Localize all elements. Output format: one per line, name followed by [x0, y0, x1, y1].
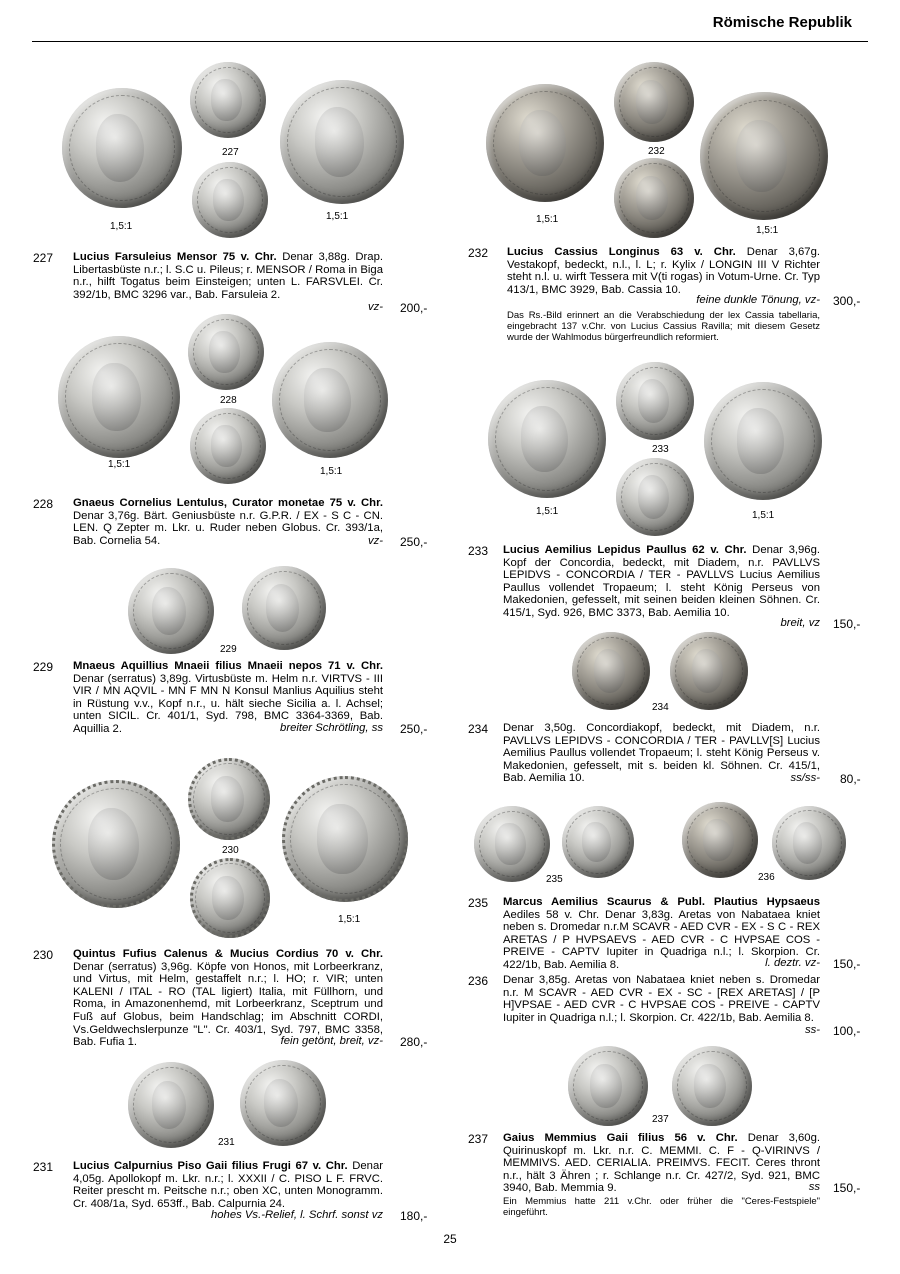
coin-image-232-obverse [614, 62, 694, 142]
lot-description-227 [73, 251, 383, 301]
lot-description-236 [503, 974, 820, 1024]
lot-body-232: Denar 3,67g. Vestakopf, bedeckt, n.l., l. L; r. Kylix / LONGIN III V Richter steht n.l. u. wirft Tessera mit V(ti rogas) in Votum-Urne. Cr. Typ 413/1, BMC 3929, Bab. Cassia 10. [507, 246, 820, 296]
lot-grade-234: ss/ss- [790, 772, 820, 784]
coin-number-label-234: 234 [652, 702, 669, 713]
coin-image-235-reverse [562, 806, 634, 878]
lot-title-237: Gaius Memmius Gaii filius 56 v. Chr. [503, 1132, 738, 1144]
coin-image-227-obverse-large [62, 88, 182, 208]
coin-image-232-reverse [614, 158, 694, 238]
lot-title-230: Quintus Fufius Calenus & Mucius Cordius 70 v. Chr. [73, 948, 383, 960]
lot-price-237: 150,- [833, 1181, 861, 1195]
coin-image-230-obverse-large [52, 780, 180, 908]
coin-number-label-232: 232 [648, 146, 665, 157]
coin-image-229-obverse [128, 568, 214, 654]
lot-price-235: 150,- [833, 957, 861, 971]
scale-label-230-right: 1,5:1 [338, 914, 361, 925]
lot-title-229: Mnaeus Aquillius Mnaeii filius Mnaeii nepos 71 v. Chr. [73, 660, 383, 672]
scale-label-233-left: 1,5:1 [536, 506, 559, 517]
lot-number-230: 230 [33, 948, 54, 962]
coin-image-234-reverse [670, 632, 748, 710]
lot-number-236: 236 [468, 974, 489, 988]
lot-note-232: Das Rs.-Bild erinnert an die Verabschiedung der lex Cassia tabellaria, eingebracht 137 v.Chr. von Lucius Cassius Ravilla; mit diesem Gesetz wurde der Wahlmodus bürgerfreundlich reformiert. [507, 310, 820, 343]
lot-price-227: 200,- [400, 301, 428, 315]
lot-title-228: Gnaeus Cornelius Lentulus, Curator monetae 75 v. Chr. [73, 497, 383, 509]
lot-price-232: 300,- [833, 294, 861, 308]
lot-body-235: Aediles 58 v. Chr. Denar 3,83g. Aretas von Nabataea kniet neben s. Dromedar n.r.M SCAVR - AED CVR - EX - S C - REX ARETAS / P HVPSAEVS - AED CVR - C HVPSAE COS - PREIVE - CAPTV Iupiter in Quadriga n.l.; l. Skorpion. Cr. 422/1b, Bab. Aemilia 8. [503, 908, 820, 971]
coin-image-236-obverse [682, 802, 758, 878]
lot-number-233: 233 [468, 544, 489, 558]
lot-grade-229: breiter Schrötling, ss [280, 722, 383, 734]
lot-body-229: Denar (serratus) 3,89g. Virtusbüste m. Helm n.r. VIRTVS - III VIR / MN AQVIL - MN F MN N Konsul Manlius Aquilius steht in Rüstung v.v., Kopf n.r., u. hält sieche Sicilia a. l. Achsel; unten SICIL. Cr. 401/1, Syd. 798, BMC 3364-3369, Bab. Aquillia 2. [73, 672, 383, 735]
lot-price-229: 250,- [400, 722, 428, 736]
lot-title-232: Lucius Cassius Longinus 63 v. Chr. [507, 246, 736, 258]
coin-image-232-reverse-large [700, 92, 828, 220]
lot-number-228: 228 [33, 497, 54, 511]
lot-number-227: 227 [33, 251, 54, 265]
scale-label-227-left: 1,5:1 [110, 221, 133, 232]
lot-grade-231: hohes Vs.-Relief, l. Schrf. sonst vz [210, 1209, 383, 1221]
lot-description-233 [503, 544, 820, 620]
scale-label-232-right: 1,5:1 [756, 225, 779, 236]
coin-image-227-reverse-large [280, 80, 404, 204]
coin-number-label-233: 233 [652, 444, 669, 455]
scale-label-228-left: 1,5:1 [108, 459, 131, 470]
lot-title-227: Lucius Farsuleius Mensor 75 v. Chr. [73, 251, 277, 263]
lot-number-229: 229 [33, 660, 54, 674]
lot-body-233: Denar 3,96g. Kopf der Concordia, bedeckt, mit Diadem, n.r. PAVLLVS LEPIDVS - CONCORDIA / TER - PAVLLVS Lucius Aemilius Paullus vollendet Tropaeum; l. steht König Perseus von Makedonien, gefesselt, mit seinen beiden kleinen Söhnen. Cr. 415/1, Syd. 926, BMC 3373, Bab. Aemilia 10. [503, 544, 820, 619]
coin-number-label-230: 230 [222, 845, 239, 856]
coin-image-234-obverse [572, 632, 650, 710]
scale-label-233-right: 1,5:1 [752, 510, 775, 521]
scale-label-232-left: 1,5:1 [536, 214, 559, 225]
coin-image-227-obverse [190, 62, 266, 138]
coin-number-label-227: 227 [222, 147, 239, 158]
coin-number-label-236: 236 [758, 872, 775, 883]
lot-description-230 [73, 948, 383, 1049]
coin-number-label-231: 231 [218, 1137, 235, 1148]
coin-image-228-reverse-large [272, 342, 388, 458]
lot-body-236: Denar 3,85g. Aretas von Nabataea kniet neben s. Dromedar n.r. M SCAVR - AED CVR - EX - SC - [REX ARETAS] / [P H]VPSAE - AED CVR - C HVPSAE COS - PREIVE - CAPTV Iupiter in Quadriga n.l.; l. Skorpion. Cr. 422/1b, Bab. Aemilia 8. [503, 974, 820, 1024]
lot-number-232: 232 [468, 246, 489, 260]
coin-image-233-reverse-large [704, 382, 822, 500]
page-number: 25 [443, 1232, 457, 1246]
coin-image-228-reverse [190, 408, 266, 484]
coin-image-232-obverse-large [486, 84, 604, 202]
lot-price-233: 150,- [833, 617, 861, 631]
lot-grade-232: feine dunkle Tönung, vz- [696, 294, 820, 306]
lot-description-232 [507, 246, 820, 296]
lot-body-228: Denar 3,76g. Bärt. Geniusbüste n.r. G.P.R. / EX - S C - CN. LEN. Q Zepter m. Lkr. u. Ruder neben Globus. Cr. 393/1a, Bab. Cornelia 54. [73, 509, 383, 547]
lot-grade-233: breit, vz [780, 617, 820, 629]
coin-number-label-228: 228 [220, 395, 237, 406]
coin-image-233-obverse [616, 362, 694, 440]
coin-image-237-reverse [672, 1046, 752, 1126]
lot-grade-236: ss- [804, 1024, 820, 1036]
lot-price-231: 180,- [400, 1209, 428, 1223]
coin-image-233-reverse [616, 458, 694, 536]
coin-image-227-reverse [192, 162, 268, 238]
lot-price-234: 80,- [840, 772, 861, 786]
lot-title-235: Marcus Aemilius Scaurus & Publ. Plautius Hypsaeus [503, 896, 820, 908]
lot-body-231: Denar 4,05g. Apollokopf m. Lkr. n.r.; l. XXXII / C. PISO L F. FRVC. Reiter prescht m. Peitsche n.r.; oben XC, unten Monogramm. Cr. 408/1a, Syd. 653ff., Bab. Calpurnia 24. [73, 1160, 383, 1210]
lot-body-234: Denar 3,50g. Concordiakopf, bedeckt, mit Diadem, n.r. PAVLLVS LEPIDVS - CONCORDIA / TER - PAVLLV[S] Lucius Aemilius Paullus vollendet Tropaeum; l. steht König Perseus v. Makedonien, gefesselt, mit s. beiden kl. Söhnen. Cr. 415/1, Bab. Aemilia 10. [503, 722, 820, 785]
coin-image-229-reverse [242, 566, 326, 650]
header-rule [32, 41, 868, 42]
lot-description-231 [73, 1160, 383, 1210]
lot-title-233: Lucius Aemilius Lepidus Paullus 62 v. Chr. [503, 544, 747, 556]
coin-image-228-obverse [188, 314, 264, 390]
page-header-title: Römische Republik [712, 14, 852, 31]
coin-image-230-reverse [190, 858, 270, 938]
lot-grade-227: vz- [367, 301, 383, 313]
lot-price-236: 100,- [833, 1024, 861, 1038]
lot-number-231: 231 [33, 1160, 54, 1174]
lot-body-237: Denar 3,60g. Quirinuskopf m. Lkr. n.r. C. MEMMI. C. F - Q-VIRINVS / MEMMIVS. AED. CERIALIA. PREIMVS. FECIT. Ceres thront n.r., hält 3 Ähren ; r. Schlange n.r. Cr. 427/2, Syd. 921, BMC 3940, Bab. Memmia 9. [503, 1132, 820, 1195]
lot-grade-228: vz- [367, 535, 383, 547]
coin-image-231-obverse [128, 1062, 214, 1148]
lot-body-230: Denar (serratus) 3,96g. Köpfe von Honos, mit Lorbeerkranz, und Virtus, mit Helm, gestaffelt n.r.; l. HO; r. VIR; unten KALENI / ITAL - RO (TAL ligiert) Italia, mit Füllhorn, und Roma, in Amazonenhemd, mit Lorbeerkranz, Sceptrum und Fuß auf Globus, beim Handschlag; im Abschnitt CORDI, Vs.Geldwechslerpunze "L". Cr. 403/1, Syd. 797, BMC 3358, Bab. Fufia 1. [73, 960, 383, 1049]
coin-image-235-obverse [474, 806, 550, 882]
scale-label-228-right: 1,5:1 [320, 466, 343, 477]
lot-number-234: 234 [468, 722, 489, 736]
lot-note-237: Ein Memmius hatte 211 v.Chr. oder früher die "Ceres-Festspiele" eingeführt. [503, 1196, 820, 1218]
lot-number-237: 237 [468, 1132, 489, 1146]
lot-grade-235: l. deztr. vz- [765, 957, 820, 969]
coin-image-230-obverse [188, 758, 270, 840]
coin-image-237-obverse [568, 1046, 648, 1126]
lot-grade-237: ss [808, 1181, 820, 1193]
scale-label-227-right: 1,5:1 [326, 211, 349, 222]
coin-image-233-obverse-large [488, 380, 606, 498]
lot-price-230: 280,- [400, 1035, 428, 1049]
coin-number-label-229: 229 [220, 644, 237, 655]
lot-price-228: 250,- [400, 535, 428, 549]
coin-image-231-reverse [240, 1060, 326, 1146]
lot-grade-230: fein getönt, breit, vz- [280, 1035, 383, 1047]
coin-image-236-reverse [772, 806, 846, 880]
lot-title-231: Lucius Calpurnius Piso Gaii filius Frugi 67 v. Chr. [73, 1160, 348, 1172]
coin-number-label-235: 235 [546, 874, 563, 885]
lot-number-235: 235 [468, 896, 489, 910]
coin-image-230-reverse-large [282, 776, 408, 902]
lot-body-227: Denar 3,88g. Drap. Libertasbüste n.r.; l. S.C u. Pileus; r. MENSOR / Roma in Biga n.r., hilft Togatus beim Einsteigen; unten L. FARSVLEI. Cr. 392/1b, BMC 3296 var., Bab. Farsuleia 2. [73, 251, 383, 301]
coin-number-label-237: 237 [652, 1114, 669, 1125]
coin-image-228-obverse-large [58, 336, 180, 458]
